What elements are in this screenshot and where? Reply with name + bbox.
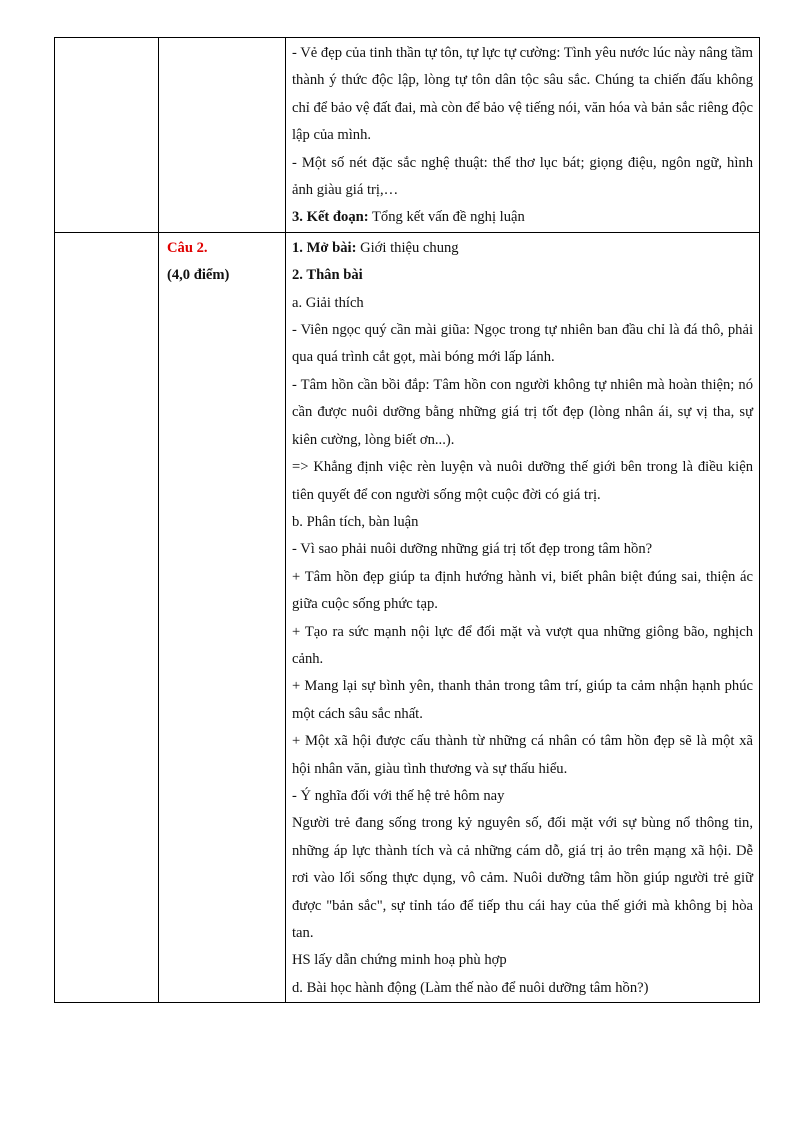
table-cell-empty [55,232,159,1002]
table-cell-content [286,38,760,233]
paragraph: - Viên ngọc quý cần mài giũa: Ngọc trong tự nhiên ban đầu chỉ là đá thô, phải qua quá trình cắt gọt, mài bóng mới lấp lánh. [292,322,753,366]
question-label: Câu 2. [167,239,208,256]
paragraph: - Một số nét đặc sắc nghệ thuật: thể thơ lục bát; giọng điệu, ngôn ngữ, hình ảnh giàu giá trị,… [292,154,753,199]
paragraph: d. Bài học hành động (Làm thế nào để nuôi dưỡng tâm hồn?) [292,979,649,996]
intro-heading: 1. Mở bài: [292,239,357,256]
intro-text: Giới thiệu chung [356,239,459,256]
paragraph: + Một xã hội được cấu thành từ những cá nhân có tâm hồn đẹp sẽ là một xã hội nhân văn, giàu tình thương và sự thấu hiểu. [292,733,753,777]
paragraph: - Tâm hồn cần bồi đắp: Tâm hồn con người không tự nhiên mà hoàn thiện; nó cần được nuôi dưỡng bằng những giá trị tốt đẹp (lòng nhân ái, sự vị tha, sự kiên cường, lòng biết ơn...). [292,376,753,448]
paragraph: => Khẳng định việc rèn luyện và nuôi dưỡng thế giới bên trong là điều kiện tiên quyết để con người sống một cuộc đời có giá trị. [292,459,753,503]
paragraph: b. Phân tích, bàn luận [292,513,419,530]
paragraph: + Mang lại sự bình yên, thanh thản trong tâm trí, giúp ta cảm nhận hạnh phúc một cách sâu sắc nhất. [292,678,753,722]
conclusion-heading: 3. Kết đoạn: [292,209,369,226]
conclusion-line [292,204,753,231]
paragraph: HS lấy dẫn chứng minh hoạ phù hợp [292,952,507,969]
table-cell-empty [55,38,159,233]
answer-table [54,37,760,1003]
question-score: (4,0 điểm) [167,267,230,284]
paragraph: - Vẻ đẹp của tinh thần tự tôn, tự lực tự cường: Tình yêu nước lúc này nâng tầm thành ý thức độc lập, lòng tự tôn dân tộc sâu sắc. Chúng ta chiến đấu không chỉ để bảo vệ đất đai, mà còn để bảo vệ tiếng nói, văn hóa và bản sắc riêng độc lập của mình. [292,45,753,144]
body-heading: 2. Thân bài [292,267,363,284]
paragraph: Người trẻ đang sống trong kỷ nguyên số, đối mặt với sự bùng nổ thông tin, những áp lực thành tích và cả những cám dỗ, giá trị ảo trên mạng xã hội. Dễ rơi vào lối sống thực dụng, vô cảm. Nuôi dưỡng tâm hồn giúp người trẻ giữ được "bản sắc", sự tỉnh táo để tiếp thu cái hay của thế giới mà không bị hòa tan. [292,815,753,941]
table-row [55,38,760,233]
paragraph: - Ý nghĩa đối với thế hệ trẻ hôm nay [292,787,505,804]
table-cell-empty [159,38,286,233]
paragraph: - Vì sao phải nuôi dưỡng những giá trị tốt đẹp trong tâm hồn? [292,541,653,558]
table-row [55,232,760,1002]
paragraph: + Tạo ra sức mạnh nội lực để đối mặt và vượt qua những giông bão, nghịch cảnh. [292,623,753,667]
table-cell-content [286,232,760,1002]
paragraph: a. Giải thích [292,294,364,311]
intro-line [292,235,753,262]
table-cell-question [159,232,286,1002]
conclusion-text: Tổng kết vấn đề nghị luận [368,209,525,226]
paragraph: + Tâm hồn đẹp giúp ta định hướng hành vi, biết phân biệt đúng sai, thiện ác giữa cuộc sống phức tạp. [292,568,753,613]
